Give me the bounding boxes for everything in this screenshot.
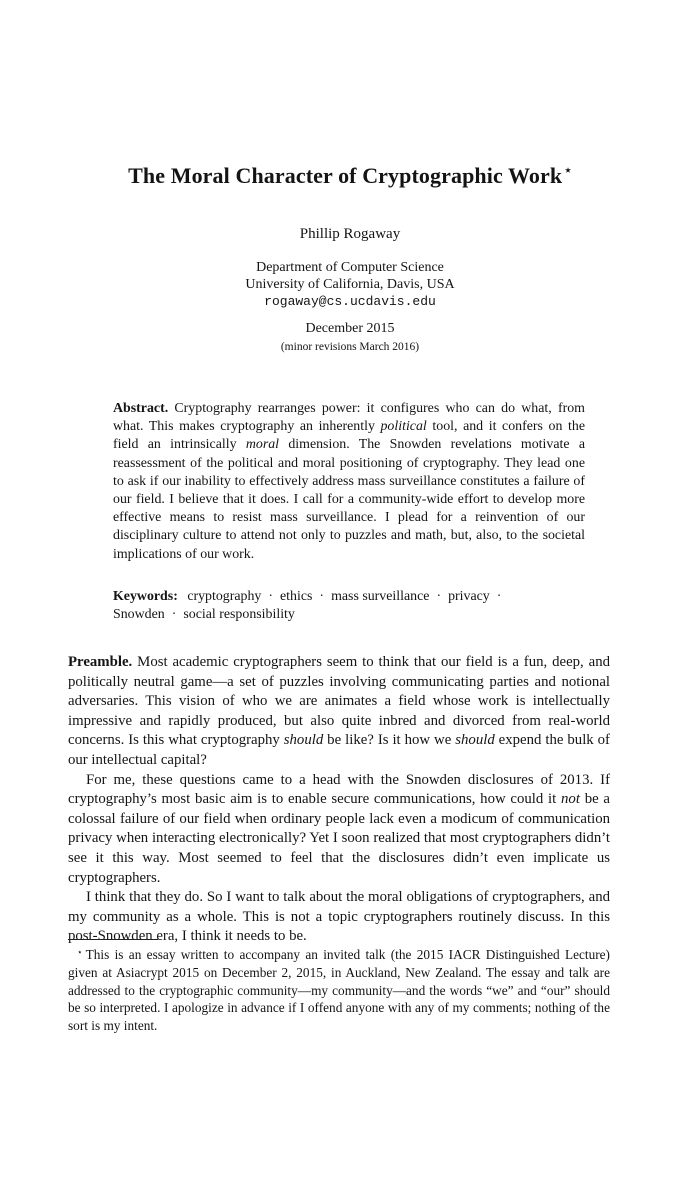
- paper-date: December 2015: [305, 321, 395, 336]
- abstract-italic-moral: moral: [245, 437, 280, 453]
- affiliation-department: Department of Computer Science: [256, 260, 444, 275]
- keyword-separator: ·: [436, 589, 442, 604]
- footnote: [68, 944, 610, 1035]
- footnote-text: This is an essay written to accompany an invited talk (the 2015 IACR Distinguished Lecture) given at Asiacrypt 2015 on December 2, 2015, in Auckland, New Zealand. The essay and talk are addressed to the cryptographic community—my community—and the words “we” and “our” should be so interpreted. I apologize in advance if I offend anyone with any of my comments; nothing of the sort is my intent.: [68, 947, 610, 1034]
- keywords-label: Keywords:: [113, 589, 178, 604]
- keyword-item: mass surveillance: [331, 589, 430, 604]
- keyword-item: Snowden: [113, 607, 165, 623]
- preamble-p2-text-1: For me, these questions came to a head with the Snowden disclosures of 2013. If cryptography’s most basic aim is to enable secure communications, how could it: [68, 771, 610, 808]
- preamble-p1-italic-2: should: [455, 732, 495, 749]
- affiliation-university: University of California, Davis, USA: [245, 277, 455, 292]
- keyword-separator: ·: [171, 607, 177, 623]
- keyword-item: cryptography: [187, 589, 262, 604]
- abstract-text-3: dimension. The Snowden revelations motivate a reassessment of the political and moral positioning of cryptography. They lead one to ask if our inability to effectively address mass surveillance constitutes a failure of our field. I believe that it does. I call for a community-wide effort to develop more effective means to resist mass surveillance. I plead for a reinvention of our disciplinary culture to attend not only to puzzles and math, but, also, to the societal implications of our work.: [113, 437, 585, 562]
- title-footnote-mark: ⋆: [564, 163, 572, 177]
- abstract-label: Abstract.: [113, 401, 169, 416]
- keyword-item: ethics: [280, 589, 313, 604]
- author-email: rogaway@cs.ucdavis.edu: [264, 294, 436, 309]
- footnote-divider: [68, 939, 158, 940]
- preamble-paragraph-2: [68, 771, 610, 889]
- preamble-section: [68, 653, 610, 947]
- preamble-paragraph-1: [68, 653, 610, 771]
- preamble-label: Preamble.: [68, 654, 133, 670]
- footnote-mark: ⋆: [77, 947, 83, 957]
- preamble-paragraph-3: I think that they do. So I want to talk about the moral obligations of cryptographers, and my community as a whole. This is not a topic cryptographers routinely discuss. In this post-Snowden era, I think it needs to be.: [68, 889, 610, 945]
- author-name: Phillip Rogaway: [299, 226, 401, 242]
- keyword-item: social responsibility: [183, 607, 295, 623]
- keyword-item: privacy: [448, 589, 490, 604]
- paper-title-text: The Moral Character of Cryptographic Work: [128, 163, 563, 188]
- preamble-p1-text-2: be like? Is it how we: [323, 732, 456, 749]
- abstract: [113, 400, 585, 564]
- keyword-separator: ·: [319, 589, 325, 604]
- abstract-text-1: Cryptography rearranges power: it configures who can do what, from what. This makes cryptography an inherently: [113, 401, 585, 435]
- abstract-text-2: tool, and it confers on the field an intrinsically: [113, 419, 585, 453]
- preamble-p1-text-1: Most academic cryptographers seem to think that our field is a fun, deep, and politically neutral game—a set of puzzles involving communicating parties and notional adversaries. This vision of who we are animates a field whose work is intellectually impressive and rapidly produced, but also quite inbred and divorced from real-world concerns. Is this what cryptography: [68, 654, 610, 749]
- keyword-separator: ·: [496, 589, 502, 604]
- preamble-p2-italic-1: not: [561, 791, 580, 808]
- revision-note: (minor revisions March 2016): [280, 341, 420, 353]
- keywords: [113, 588, 585, 624]
- paper-title: [40, 163, 660, 189]
- keyword-separator: ·: [268, 589, 274, 604]
- preamble-p1-text-3: expend the bulk of our intellectual capital?: [68, 732, 610, 768]
- abstract-italic-political: political: [380, 419, 427, 435]
- preamble-p1-italic-1: should: [283, 732, 324, 749]
- preamble-p2-text-2: be a colossal failure of our field when ordinary people lack even a modicum of communication privacy when interacting electronically? Yet I soon realized that most cryptographers didn’t see it this way. Most seemed to feel that the disclosures didn’t even implicate us cryptographers.: [68, 791, 610, 886]
